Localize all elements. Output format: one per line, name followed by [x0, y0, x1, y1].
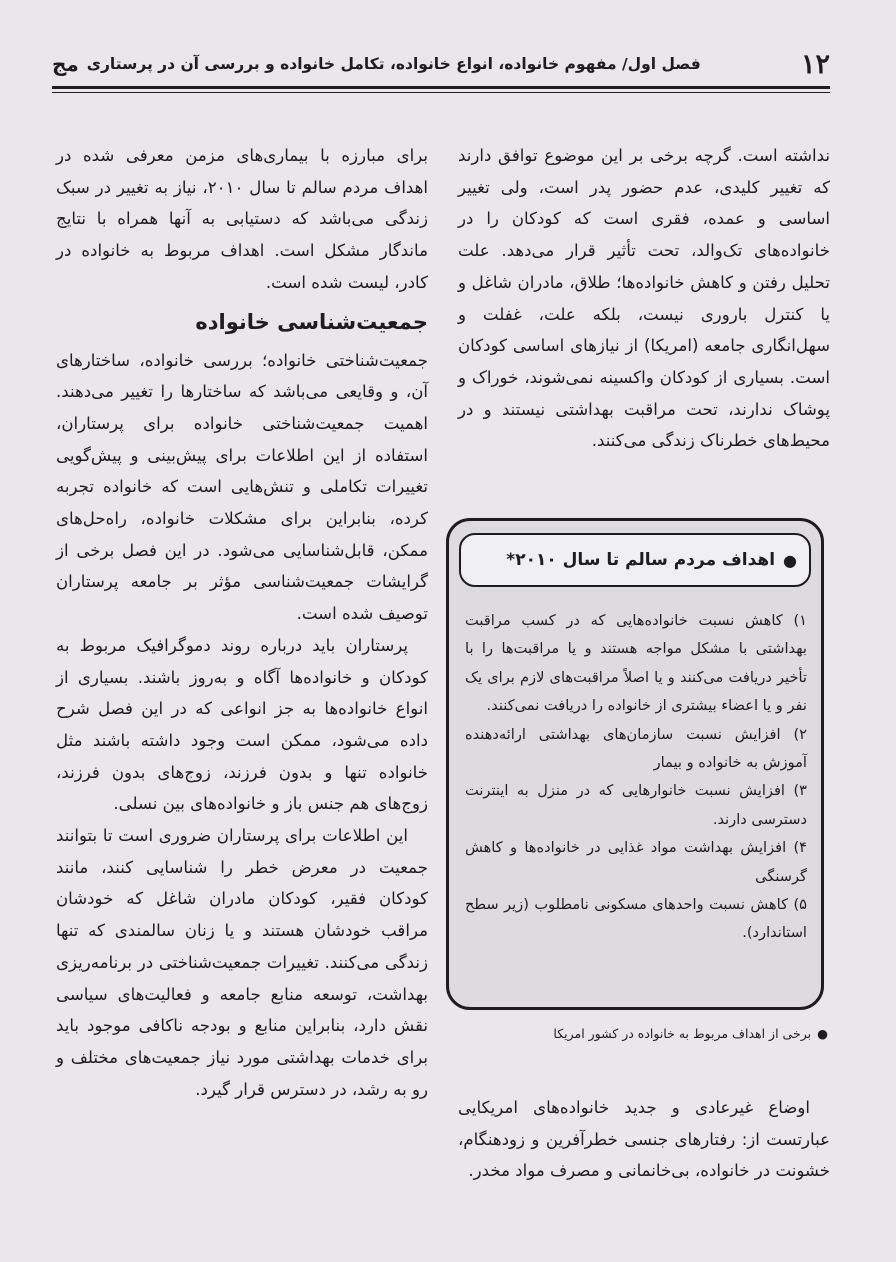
left-paragraph-3: پرستاران باید درباره روند دموگرافیک مربوط به کودکان و خانواده‌ها آگاه و به‌روز باشند. بسیاری از انواع خانواده‌ها به جز انواعی که در این فصل شرح داده می‌شود، ممکن است وجود داشته باشند مثل خانواده تنها و بدون فرزند، زوج‌های بدون فرزند، زوج‌های هم جنس باز و خانواده‌های بین نسلی.	[56, 635, 428, 814]
right-column	[458, 140, 830, 457]
goal-item-4: ۴) افزایش بهداشت مواد غذایی در خانواده‌ها و کاهش گرسنگی	[465, 839, 807, 885]
header-rule-thin	[52, 92, 830, 93]
goal-item-2: ۲) افزایش نسبت سازمان‌های بهداشتی ارائه‌دهنده آموزش به خانواده و بیمار	[465, 725, 807, 772]
page-header	[52, 44, 830, 84]
section-heading: جمعیت‌شناسی خانواده	[195, 309, 428, 334]
goals-box-title	[459, 533, 811, 587]
goal-item-5: ۵) کاهش نسبت واحدهای مسکونی نامطلوب (زیر سطح استاندارد).	[465, 896, 807, 942]
right-paragraph-1: نداشته است. گرچه برخی بر این موضوع توافق دارند که تغییر کلیدی، عدم حضور پدر است، ولی تغییر اساسی و عمده، فقری است که کودکان را در خانواده‌های تک‌والد، تحت تأثیر قرار می‌دهد. علت تحلیل رفتن و کاهش خانواده‌ها؛ طلاق، مادران شاغل و یا کنترل باروری نیست، بلکه علت، غفلت و سهل‌انگاری جامعه (امریکا) از نیازهای اساسی کودکان است. بسیاری از کودکان واکسینه نمی‌شوند، خوراک و پوشاک ندارند، تحت مراقبت بهداشتی نیستند و در محیط‌های خطرناک زندگی می‌کنند.	[458, 146, 830, 451]
goals-box-title-text: اهداف مردم سالم تا سال ۲۰۱۰*	[506, 550, 776, 570]
running-header	[52, 52, 701, 76]
page-number: ۱۲	[800, 48, 830, 80]
goals-list	[449, 607, 821, 948]
header-rule-thick	[52, 86, 830, 89]
bullet-icon: ●	[783, 550, 797, 570]
right-column-bottom	[458, 1092, 830, 1187]
right-paragraph-2: اوضاع غیرعادی و جدید خانواده‌های امریکایی عبارتست از: رفتارهای جنسی خطرآفرین و زودهنگام، خشونت در خانواده، بی‌خانمانی و مصرف مواد مخدر.	[458, 1098, 830, 1181]
left-paragraph-4: این اطلاعات برای پرستاران ضروری است تا بتوانند جمعیت در معرض خطر را شناسایی کنند، مانند کودکان فقیر، کودکان مادران شاغل که خودشان مراقب خودشان هستند و یا زنان سالمندی که تنها زندگی می‌کنند. تغییرات جمعیت‌شناختی در برنامه‌ریزی بهداشت، توسعه منابع جامعه و فعالیت‌های سیاسی نقش دارد، بنابراین منابع و بودجه ناکافی موجود باید برای خدمات بهداشتی مورد نیاز جمعیت‌های مختلف و رو به رشد، در دسترس قرار گیرد.	[56, 826, 428, 1099]
caption-text: برخی از اهداف مربوط به خانواده در کشور امریکا	[553, 1026, 812, 1041]
left-paragraph-2: جمعیت‌شناختی خانواده؛ بررسی خانواده، ساختارهای آن، و وقایعی می‌باشد که ساختارها را تغییر می‌دهند. اهمیت جمعیت‌شناختی خانواده برای پرستاران، استفاده از این اطلاعات برای پیش‌بینی و پیش‌گویی تغییرات تکاملی و تنش‌هایی است که خانواده تجربه کرده، بنابراین برای مشکلات خانواده، راه‌حل‌های ممکن، قابل‌شناسایی می‌شود. در این فصل برخی از گرایشات جمعیت‌شناسی مؤثر بر جامعه پرستاران توصیف شده است.	[56, 350, 428, 624]
goal-item-1: ۱) کاهش نسبت خانواده‌هایی که در کسب مراقبت بهداشتی با مشکل مواجه هستند و یا مراقبت‌ها را با تأخیر دریافت می‌کنند و یا اصلاً مراقبت‌های لازم برای یک نفر و یا اعضاء بیشتری از خانواده را دریافت نمی‌کنند.	[465, 612, 807, 715]
box-caption	[456, 1026, 828, 1041]
left-paragraph-1: برای مبارزه با بیماری‌های مزمن معرفی شده در اهداف مردم سالم تا سال ۲۰۱۰، نیاز به تغییر در سبک زندگی می‌باشد که دستیابی به آنها همراه با نتایج ماندگار مشکل است. اهداف مربوط به خانواده در کادر، لیست شده است.	[56, 146, 428, 292]
running-title: فصل اول/ مفهوم خانواده، انواع خانواده، تکامل خانواده و بررسی آن در پرستاری	[86, 55, 701, 73]
publisher-logo-icon: مج	[52, 52, 79, 76]
goal-item-3: ۳) افزایش نسبت خانوارهایی که در منزل به اینترنت دسترسی دارند.	[465, 782, 807, 828]
left-column	[56, 140, 428, 1105]
caption-bullet-icon: ●	[817, 1026, 828, 1041]
goals-box	[446, 518, 824, 1010]
